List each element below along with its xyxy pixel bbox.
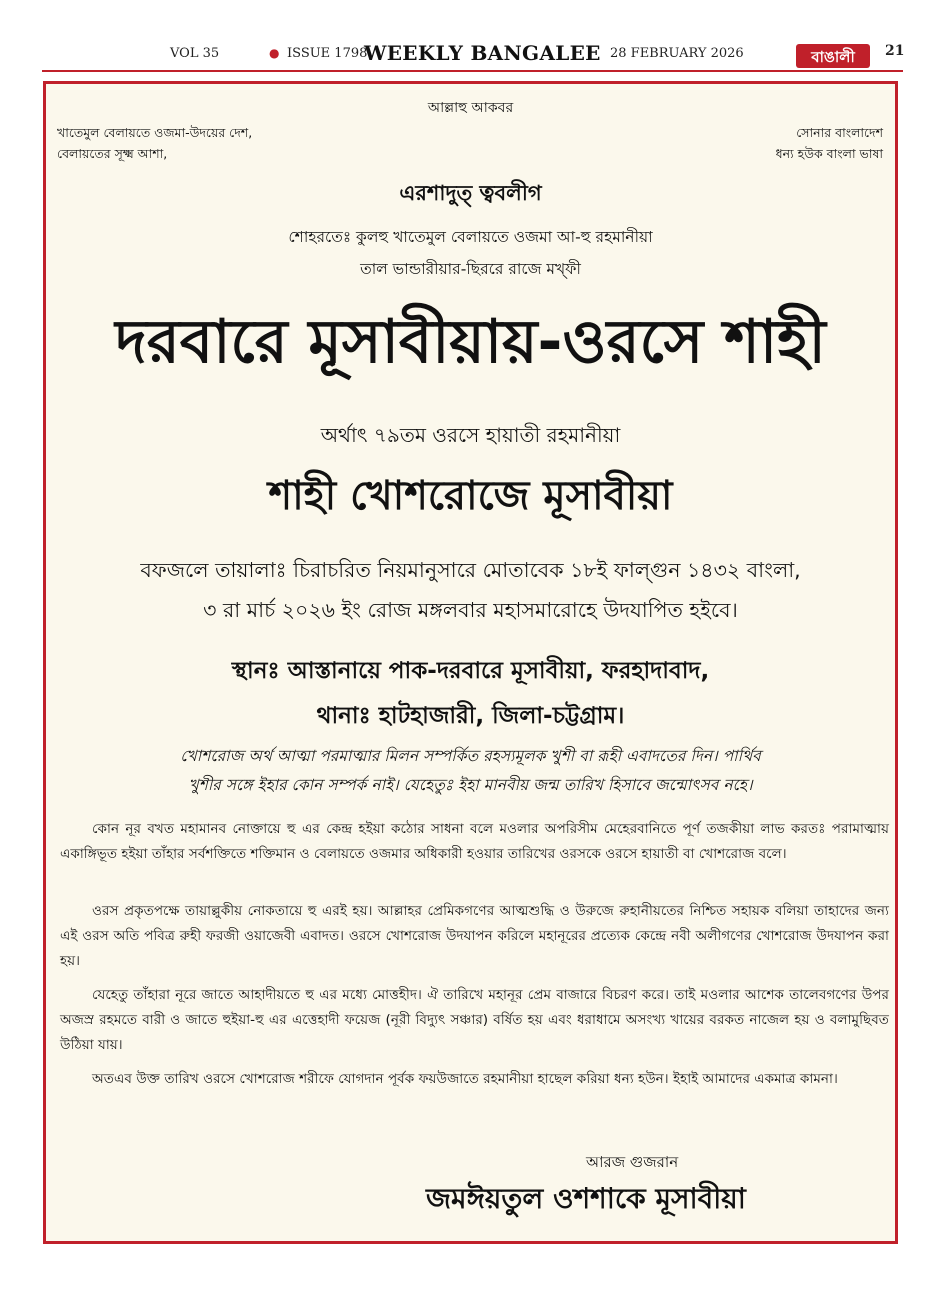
page-number: 21: [885, 43, 905, 59]
publication-title: WEEKLY BANGALEE: [364, 41, 601, 65]
issue-date: 28 FEBRUARY 2026: [610, 46, 744, 61]
subhead: এরশাদুত্ ত্ববলীগ: [399, 181, 542, 205]
logo-text: বাঙালী: [811, 48, 855, 66]
intro-line: তাল ভান্ডারীয়ার-ছিররে রাজে মখ্ফী: [360, 260, 581, 278]
invocation: আল্লাহু আকবর: [427, 100, 514, 116]
right-verse-line: সোনার বাংলাদেশ: [796, 125, 883, 140]
date-line: বফজলে তায়ালাঃ চিরাচরিত নিয়মানুসারে মোতাবেক ১৮ই ফাল্গুন ১৪৩২ বাংলা,: [140, 558, 801, 582]
left-verse-line: খাতেমুল বেলায়তে ওজমা-উদয়ের দেশ,: [57, 125, 253, 140]
note-line: খোশরোজ অর্থ আত্মা পরমাত্মার মিলন সম্পর্কিত রহস্যমূলক খুশী বা রূহী এবাদতের দিন। পার্থিব: [180, 747, 761, 765]
date-line: ৩ রা মার্চ ২০২৬ ইং রোজ মঙ্গলবার মহাসমারোহে উদযাপিত হইবে।: [203, 598, 738, 622]
advertisement-box: [43, 81, 898, 1244]
body-paragraph: কোন নূর বখত মহামানব নোক্তায়ে হু এর কেন্দ্র হইয়া কঠোর সাধনা বলে মওলার অপরিসীম মেহেরবানিতে পূর্ণ তজকীয়া লাভ করতঃ পরামাত্মায় একাঙ্গিভূত হইয়া তাঁহার সর্বশক্তিতে শক্তিমান ও বেলায়তে ওজমার অধিকারী হওয়ার তারিখের ওরসকে ওরসে হায়াতী বা খোশরোজ বলে।: [60, 821, 889, 862]
note-line: খুশীর সঙ্গে ইহার কোন সম্পর্ক নাই। যেহেতুঃ ইহা মানবীয় জন্ম তারিখ হিসাবে জন্মোৎসব নহে।: [188, 776, 753, 794]
secondary-headline: শাহী খোশরোজে মূসাবীয়া: [268, 473, 673, 519]
masthead-rule: [42, 70, 903, 72]
left-verse-line: বেলায়তের সূক্ষ্ম আশা,: [57, 146, 168, 161]
masthead: [42, 40, 903, 68]
signature: জমঈয়তুল ওশশাকে মূসাবীয়া: [426, 1182, 746, 1215]
closing-line: আরজ গুজরান: [586, 1153, 679, 1171]
right-verse: [776, 122, 883, 164]
body-paragraph: ওরস প্রকৃতপক্ষে তায়াল্লুকীয় নোকতায়ে হু এরই হয়। আল্লাহর প্রেমিকগণের আত্মশুদ্ধি ও উরুজে রুহানীয়তের নিশ্চিত সহায়ক বলিয়া তাহাদের জন্য এই ওরস অতি পবিত্র রুহী ফরজী ওয়াজেবী এবাদত। ওরসে খোশরোজ উদযাপন করিলে মহানূরের প্রত্যেক কেন্দ্রে নবী অলীগণের খোশরোজ উদযাপন করা হয়।: [60, 903, 889, 969]
issue-label: ISSUE 1798: [287, 46, 368, 61]
main-headline: দরবারে মূসাবীয়ায়-ওরসে শাহী: [115, 307, 826, 377]
bullet-icon: ●: [269, 46, 280, 60]
left-verse: [57, 122, 252, 164]
right-verse-line: ধন্য হউক বাংলা ভাষা: [775, 146, 883, 161]
venue-line: স্থানঃ আস্তানায়ে পাক-দরবারে মূসাবীয়া, ফরহাদাবাদ,: [231, 658, 710, 684]
publication-logo: [794, 38, 872, 70]
intro-line: শোহরতেঃ কুলহু খাতেমুল বেলায়তে ওজমা আ-হু রহমানীয়া: [288, 228, 653, 246]
venue-line: থানাঃ হাটহাজারী, জিলা-চট্টগ্রাম।: [316, 703, 625, 729]
sub-headline: অর্থাৎ ৭৯তম ওরসে হায়াতী রহমানীয়া: [320, 423, 621, 447]
body-paragraph: যেহেতু তাঁহারা নূরে জাতে আহাদীয়তে হু এর মধ্যে মোত্তহীদ। ঐ তারিখে মহানূর প্রেম বাজারে বিচরণ করে। তাই মওলার আশেক তালেবগণের উপর অজস্র রহমতে বারী ও জাতে হুইয়া-হু এর এত্তেহাদী ফয়েজ (নূরী বিদ্যুৎ সঞ্চার) বর্ষিত হয় এবং ধরাধামে অসংখ্য খায়ের বরকত নাজেল হয় ও বলামুছিবত উঠিয়া যায়।: [60, 987, 889, 1053]
body-paragraph: অতএব উক্ত তারিখ ওরসে খোশরোজ শরীফে যোগদান পূর্বক ফয়উজাতে রহমানীয়া হাছেল করিয়া ধন্য হউন। ইহাই আমাদের একমাত্র কামনা।: [92, 1071, 838, 1087]
volume-label: VOL 35: [170, 46, 220, 61]
